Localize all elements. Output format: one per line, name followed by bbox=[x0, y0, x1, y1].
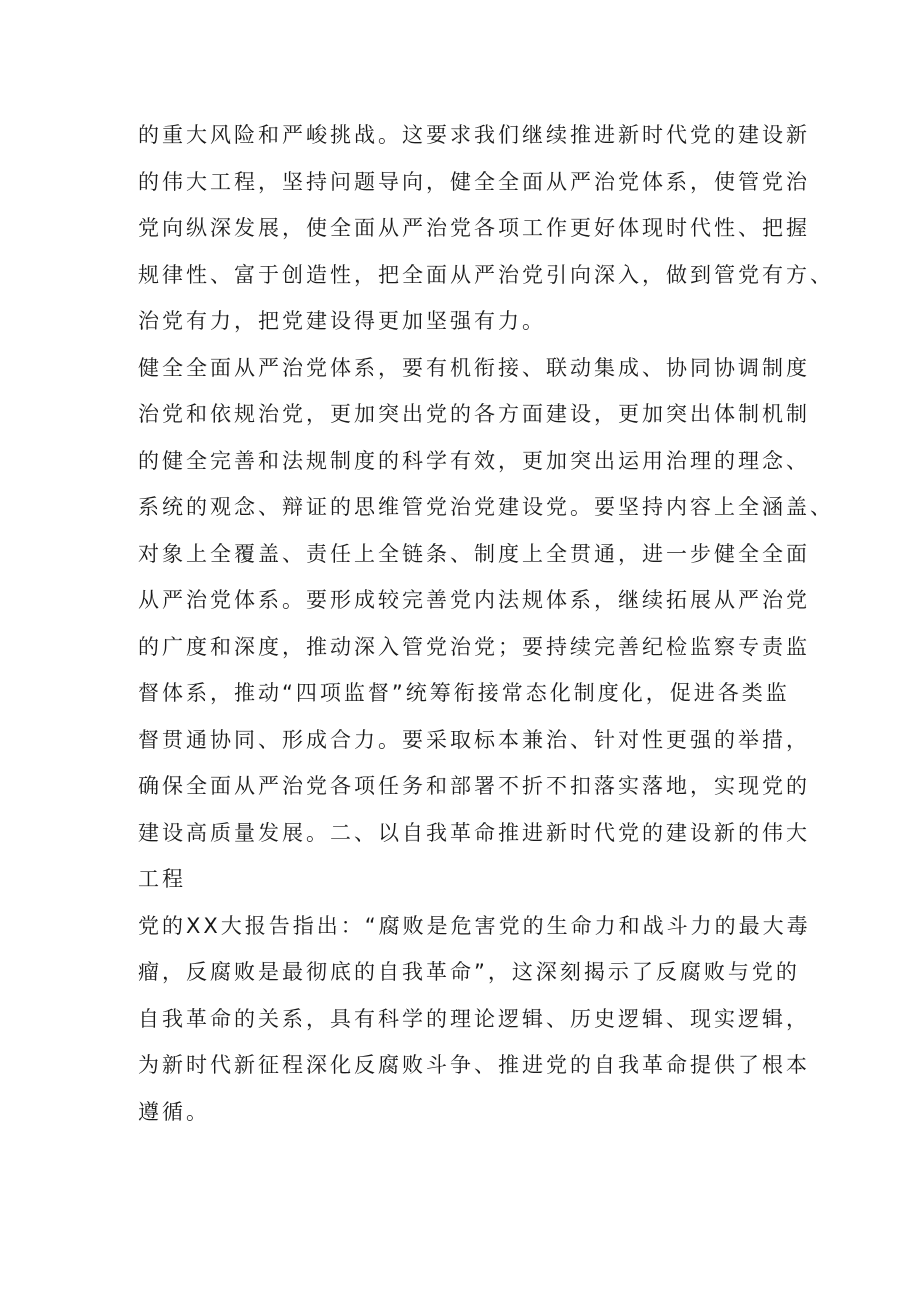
text-line: 健全全面从严治党体系，要有机衔接、联动集成、协同协调制度 bbox=[138, 355, 810, 380]
text-line: 治党有力，把党建设得更加坚强有力。 bbox=[138, 309, 546, 333]
text-line: 的伟大工程，坚持问题导向，健全全面从严治党体系，使管党治 bbox=[138, 169, 810, 194]
text-line: 治党和依规治党，更加突出党的各方面建设，更加突出体制机制 bbox=[138, 402, 810, 426]
text-line: 督体系，推动“四项监督”统筹衔接常态化制度化，促进各类监 bbox=[138, 681, 790, 705]
text-line: 督贯通协同、形成合力。要采取标本兼治、针对性更强的举措， bbox=[138, 727, 810, 752]
text-line: 建设高质量发展。二、以自我革命推进新时代党的建设新的伟大 bbox=[138, 820, 810, 845]
text-line: 党的XX大报告指出：“腐败是危害党的生命力和战斗力的最大毒 bbox=[138, 913, 811, 938]
text-line: 的重大风险和严峻挑战。这要求我们继续推进新时代党的建设新 bbox=[138, 123, 810, 147]
text-line: 对象上全覆盖、责任上全链条、制度上全贯通，进一步健全全面 bbox=[138, 541, 810, 566]
text-line: 从严治党体系。要形成较完善党内法规体系，继续拓展从严治党 bbox=[138, 588, 810, 612]
text-line: 确保全面从严治党各项任务和部署不折不扣落实落地，实现党的 bbox=[138, 774, 810, 798]
paragraph-3 bbox=[138, 903, 814, 1136]
document-body bbox=[138, 112, 834, 1135]
paragraph-2 bbox=[138, 345, 834, 903]
text-line: 规律性、富于创造性，把全面从严治党引向深入，做到管党有方、 bbox=[138, 262, 834, 287]
text-line: 系统的观念、辩证的思维管党治党建设党。要坚持内容上全涵盖、 bbox=[138, 495, 834, 519]
text-line: 瘤，反腐败是最彻底的自我革命”，这深刻揭示了反腐败与党的 bbox=[138, 960, 800, 984]
paragraph-1 bbox=[138, 112, 834, 345]
text-line: 自我革命的关系，具有科学的理论逻辑、历史逻辑、现实逻辑， bbox=[138, 1006, 810, 1031]
text-line: 的广度和深度，推动深入管党治党；要持续完善纪检监察专责监 bbox=[138, 634, 810, 659]
text-line: 的健全完善和法规制度的科学有效，更加突出运用治理的理念、 bbox=[138, 448, 810, 473]
text-line: 遵循。 bbox=[138, 1099, 210, 1124]
text-line: 为新时代新征程深化反腐败斗争、推进党的自我革命提供了根本 bbox=[138, 1053, 810, 1077]
text-line: 工程 bbox=[138, 867, 186, 891]
text-line: 党向纵深发展，使全面从严治党各项工作更好体现时代性、把握 bbox=[138, 216, 810, 240]
